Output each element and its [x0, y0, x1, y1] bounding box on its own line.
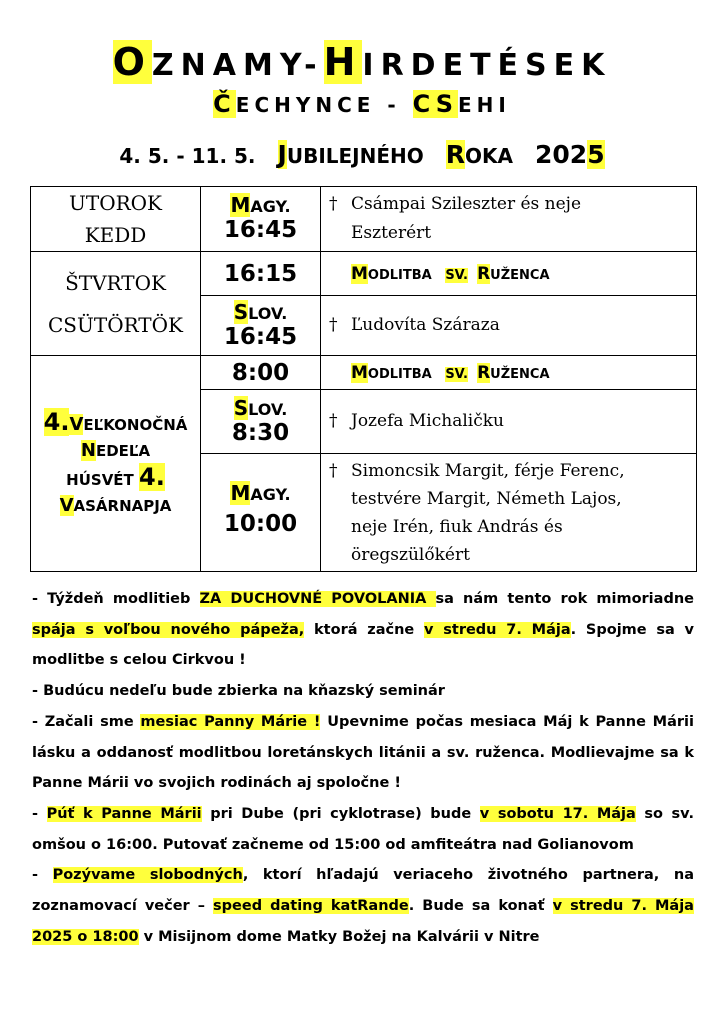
rosary-cell: MODLITBA SV. RUŽENCA: [321, 252, 697, 296]
subtitle-part1: ECHYNCE -: [235, 93, 413, 117]
time-cell: SLOV. 8:30: [201, 390, 321, 454]
intention-cell: † Simoncsik Margit, férje Ferenc, testvére Margit, Németh Lajos, neje Irén, fiuk András és öregszülőkért: [321, 454, 697, 572]
subtitle-initial-cs: CS: [412, 90, 458, 118]
schedule-row-tuesday: [31, 187, 697, 252]
day-thursday: ŠTVRTOK CSÜTÖRTÖK: [31, 252, 201, 356]
announcement-3: - Začali sme mesiac Panny Márie ! Upevnime počas mesiaca Máj k Panne Márii lásku a oddanosť modlitbou loretánskych litánii a sv. ruženca. Modlievajme sa k Panne Márii vo svojich rodinách aj spoločne !: [32, 713, 694, 792]
mass-schedule-table: [30, 186, 697, 572]
date-range: 4. 5. - 11. 5.: [119, 144, 256, 168]
intention-cell: † Jozefa Michaličku: [321, 390, 697, 454]
time-cell: MAGY. 10:00: [201, 454, 321, 572]
day-tuesday: UTOROK KEDD: [31, 187, 201, 252]
time-cell: MAGY. 16:45: [201, 187, 321, 252]
title-initial-o: O: [112, 40, 152, 84]
intention-cell: † Csámpai Szileszter és neje Eszterért: [321, 187, 697, 252]
year-word: OKA: [465, 144, 513, 168]
year-initial: R: [445, 140, 466, 169]
rosary-cell: MODLITBA SV. RUŽENCA: [321, 356, 697, 390]
announcement-2: - Budúcu nedeľu bude zbierka na kňazský seminár: [32, 683, 445, 700]
title-initial-h: H: [323, 40, 363, 84]
announcement-1: - Týždeň modlitieb ZA DUCHOVNÉ POVOLANIA sa nám tento rok mimoriadne spája s voľbou nového pápeža, ktorá začne v stredu 7. Mája. Spojme sa v modlitbe s celou Cirkvou !: [32, 591, 695, 669]
jubilee-initial: J: [277, 140, 287, 169]
year-number: 2025: [535, 140, 605, 169]
subtitle-part2: EHI: [458, 93, 511, 117]
page-subtitle: [0, 90, 724, 118]
announcements: [32, 584, 694, 952]
schedule-row-sunday-1: [31, 356, 697, 390]
time-cell: 16:15: [201, 252, 321, 296]
time-cell: 8:00: [201, 356, 321, 390]
date-line: [0, 140, 724, 169]
page-title: [0, 40, 724, 84]
schedule-row-thursday-1: [31, 252, 697, 296]
announcement-5: - Pozývame slobodných, ktorí hľadajú veriaceho životného partnera, na zoznamovací večer – speed dating katRande. Bude sa konať v stredu 7. Mája 2025 o 18:00 v Misijnom dome Matky Božej na Kalvárii v Nitre: [32, 867, 694, 945]
time-cell: SLOV. 16:45: [201, 296, 321, 356]
intention-cell: † Ľudovíta Száraza: [321, 296, 697, 356]
day-sunday: 4.VEĽKONOČNÁ NEDEĽA HÚSVÉT 4. VASÁRNAPJA: [31, 356, 201, 572]
announcement-4: - Púť k Panne Márii pri Dube (pri cyklotrase) bude v sobotu 17. Mája so sv. omšou o 16:00. Putovať začneme od 15:00 od amfiteátra nad Golianovom: [32, 805, 694, 853]
jubilee-word: UBILEJNÉHO: [286, 144, 424, 168]
subtitle-initial-c: Č: [213, 90, 236, 118]
title-part1: ZNAMY-: [151, 48, 324, 83]
title-part2: IRDETÉSEK: [362, 48, 612, 83]
